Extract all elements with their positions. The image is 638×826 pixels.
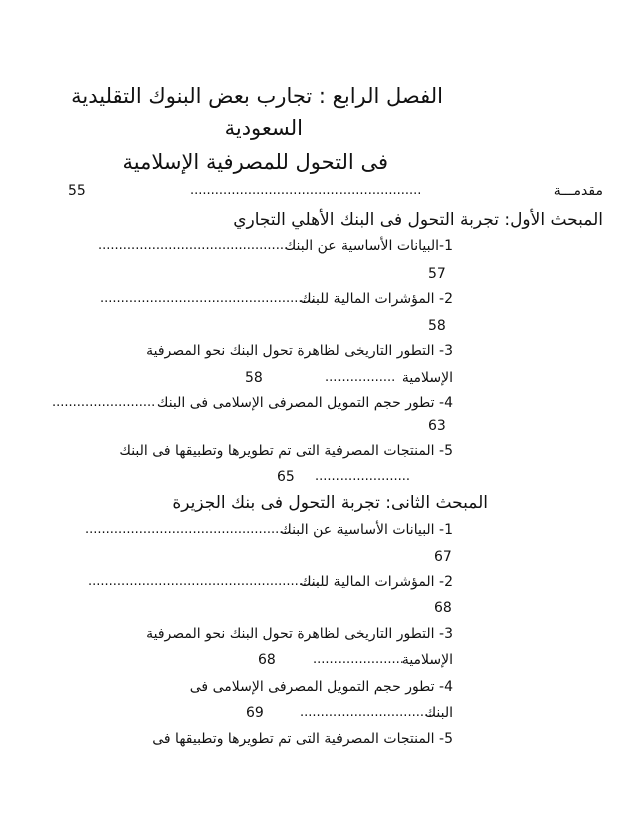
s2-item5-text: 5- المنتجات المصرفية التى تم تطويرها وتطبيقها فى: [152, 731, 453, 747]
s1-item5-page: 65: [277, 469, 295, 485]
s1-item1-page: 57: [428, 266, 446, 282]
s1-item4-page: 63: [428, 418, 446, 434]
s2-item1-page: 67: [434, 549, 452, 565]
s1-item4-dots: .........................: [52, 395, 156, 410]
s1-item1-text: 1-البيانات الأساسية عن البنك: [284, 238, 453, 254]
s2-item4-cont: البنك: [424, 705, 453, 721]
s1-item2-page: 58: [428, 318, 446, 334]
s2-item4-page: 69: [246, 705, 264, 721]
s1-item1-dots: ..............................................: [98, 238, 289, 253]
s2-item1-dots: ..................................................: [85, 522, 292, 537]
chapter-title-line3: فى التحول للمصرفية الإسلامية: [122, 150, 388, 174]
s1-item5-dots: .......................: [315, 469, 411, 484]
s1-item3-text: 3- التطور التاريخى لظاهرة تحول البنك نحو المصرفية: [146, 343, 453, 359]
s1-item2-text: 2- المؤشرات المالية للبنك: [300, 291, 453, 307]
s1-item3-cont: الإسلامية: [401, 370, 453, 386]
s2-item3-dots: ......................: [313, 652, 404, 667]
section2-heading: المبحث الثانى: تجربة التحول فى بنك الجزيرة: [172, 493, 488, 513]
s2-item2-text: 2- المؤشرات المالية للبنك: [300, 574, 453, 590]
s2-item3-page: 68: [258, 652, 276, 668]
s1-item5-text: 5- المنتجات المصرفية التى تم تطويرها وتطبيقها فى البنك: [119, 443, 453, 459]
s2-item2-page: 68: [434, 600, 452, 616]
toc-intro-dots: ........................................................: [190, 183, 422, 198]
chapter-title-line1: الفصل الرابع : تجارب بعض البنوك التقليدية: [71, 84, 443, 108]
s1-item4-text: 4- تطور حجم التمويل المصرفى الإسلامى فى البنك: [156, 395, 453, 411]
section1-heading: المبحث الأول: تجربة التحول فى البنك الأهلي التجاري: [233, 210, 603, 230]
s1-item3-page: 58: [245, 370, 263, 386]
toc-intro-page: 55: [68, 183, 86, 199]
s2-item4-text: 4- تطور حجم التمويل المصرفى الإسلامى فى: [189, 679, 453, 695]
s2-item3-text: 3- التطور التاريخى لظاهرة تحول البنك نحو المصرفية: [146, 626, 453, 642]
s2-item1-text: 1- البيانات الأساسية عن البنك: [280, 522, 453, 538]
s1-item2-dots: ....................................................: [100, 291, 315, 306]
s1-item3-dots: .................: [325, 370, 396, 385]
chapter-title-line2: السعودية: [224, 116, 303, 140]
toc-intro-label: مقدمـــة: [553, 183, 603, 199]
s2-item2-dots: ........................................................: [88, 574, 320, 589]
s2-item4-dots: ................................: [300, 705, 433, 720]
s2-item3-cont: الإسلامية: [401, 652, 453, 668]
